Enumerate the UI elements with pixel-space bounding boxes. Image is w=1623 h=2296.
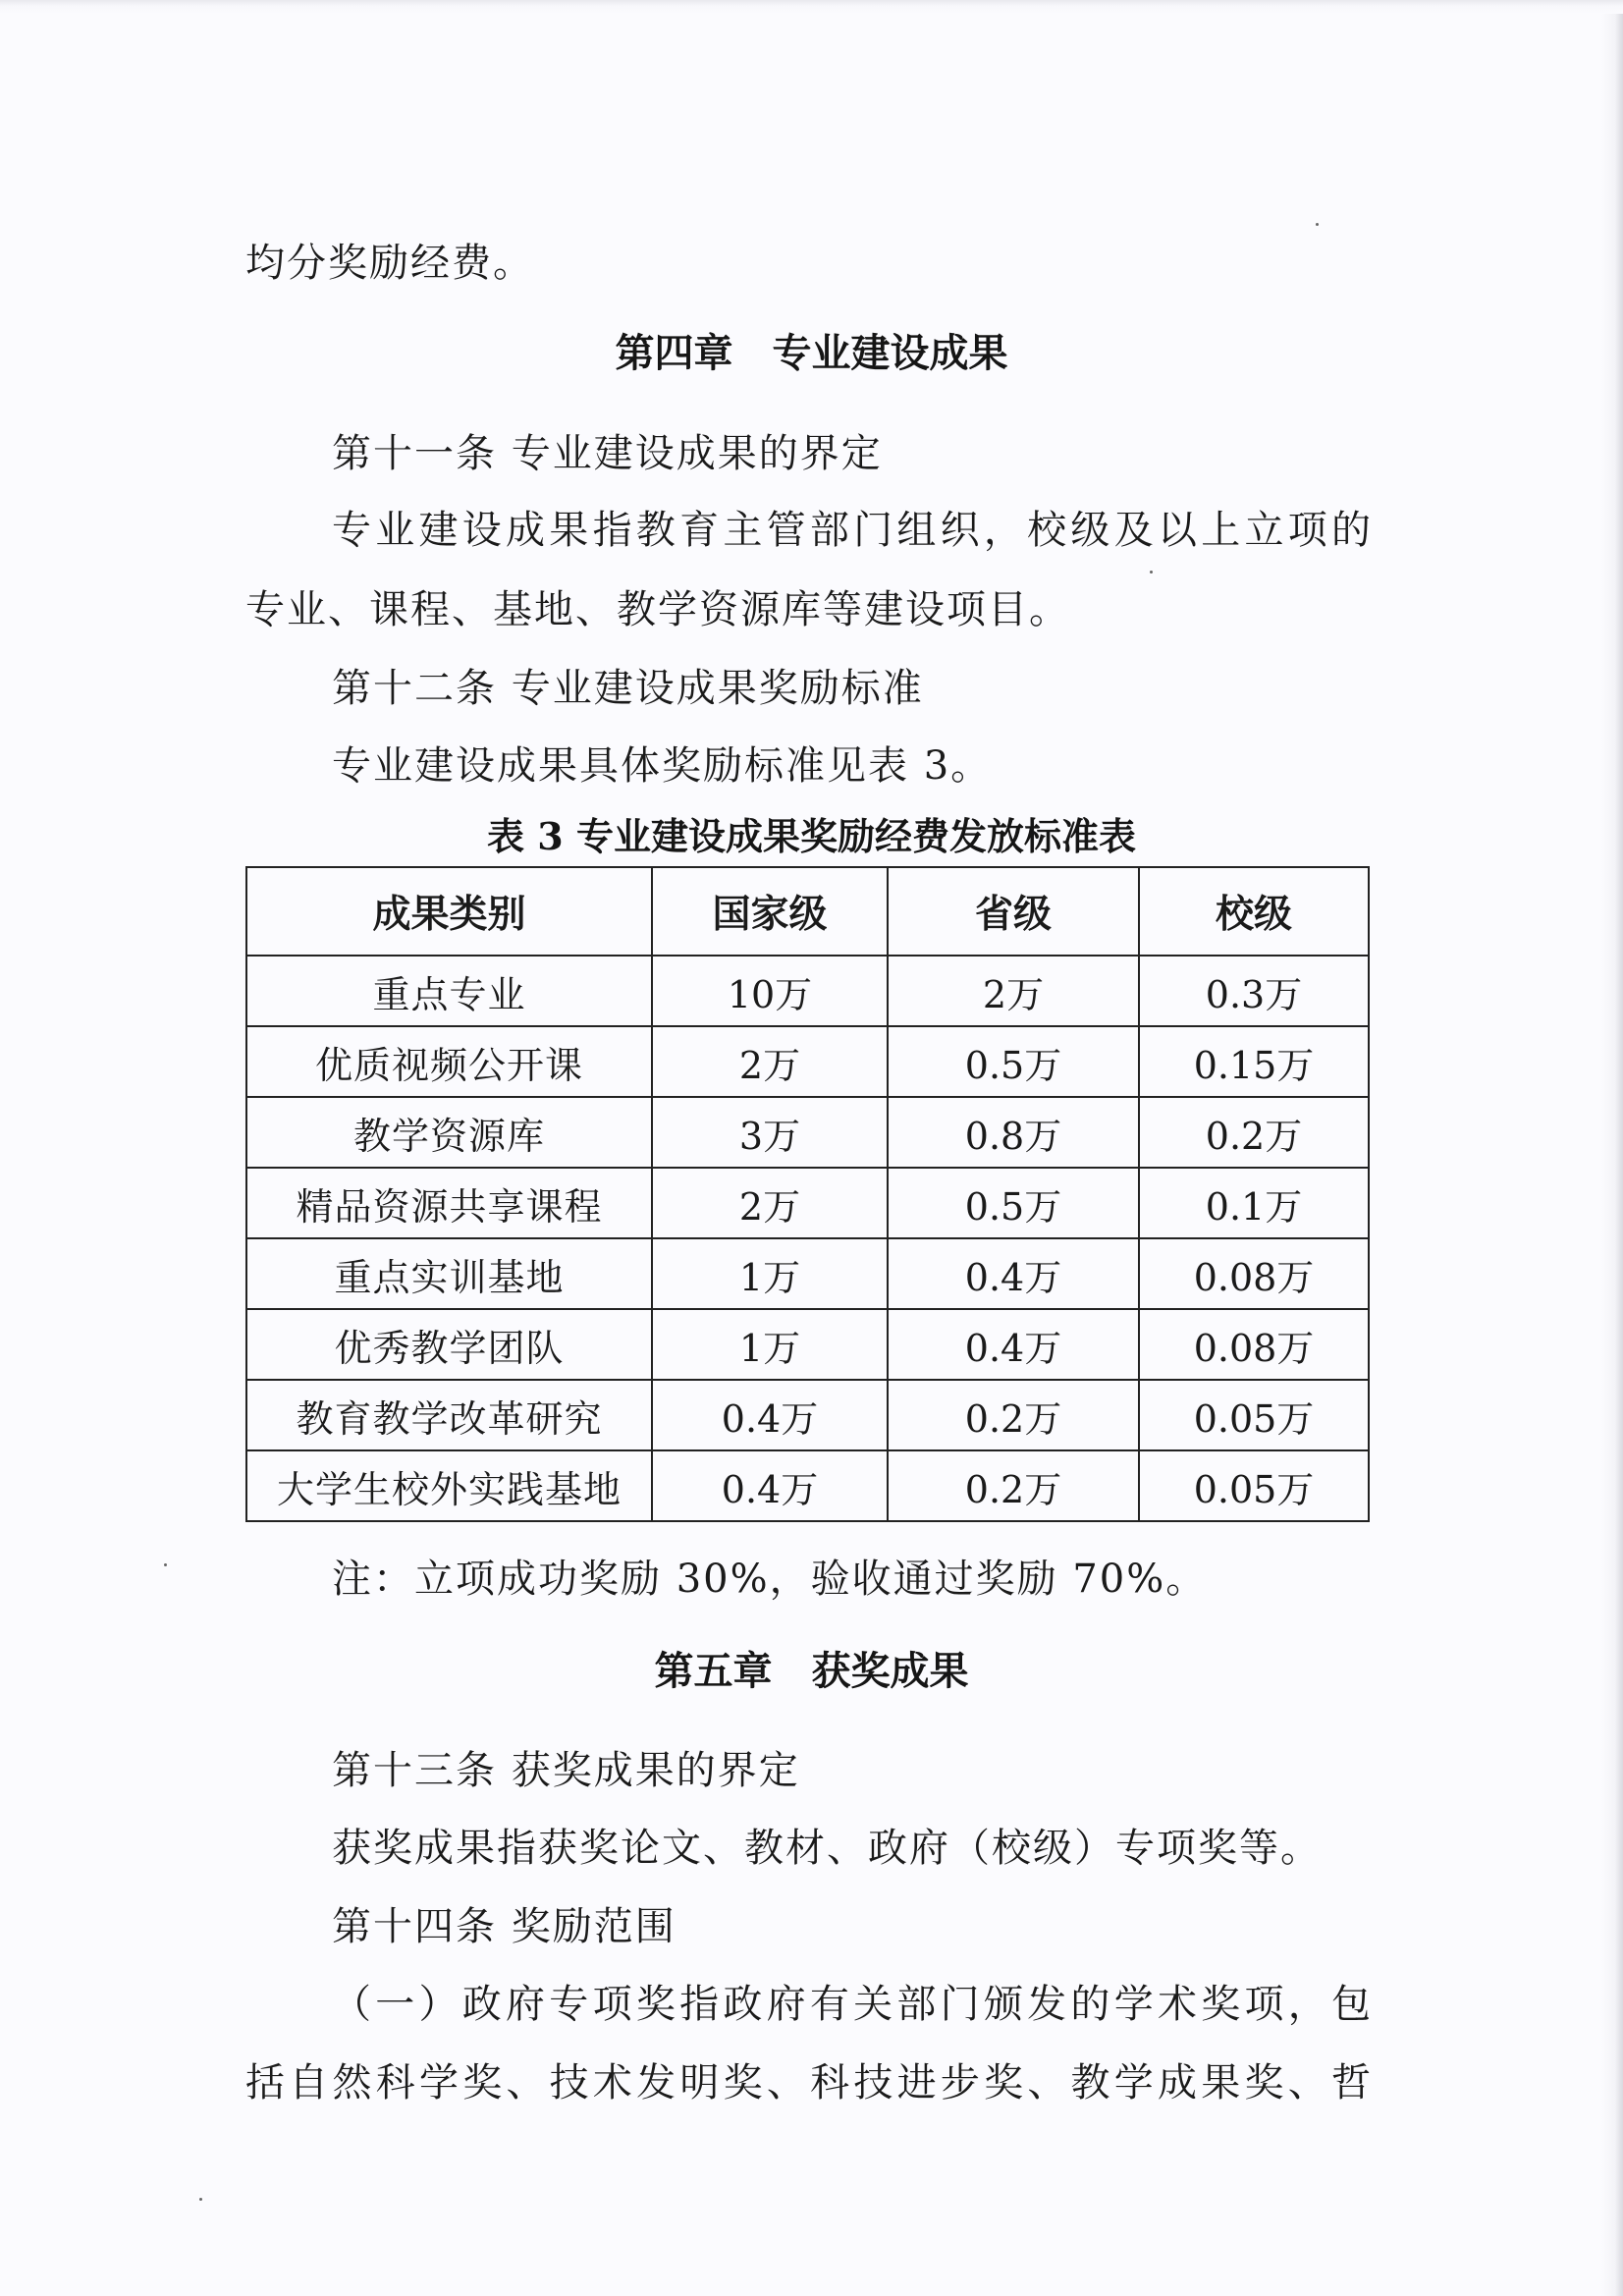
cell-national: 2万 — [652, 1168, 888, 1238]
table-row — [246, 1097, 1369, 1168]
cell-category: 精品资源共享课程 — [246, 1168, 652, 1238]
table-row — [246, 1380, 1369, 1450]
reward-standard-table — [245, 866, 1370, 1522]
scan-speck — [164, 1563, 167, 1566]
cell-national: 1万 — [652, 1309, 888, 1380]
article-11-title: 第十一条 专业建设成果的界定 — [332, 431, 883, 476]
cell-national: 2万 — [652, 1026, 888, 1097]
chapter-5-heading: 第五章 获奖成果 — [654, 1649, 969, 1694]
scan-speck — [199, 2198, 202, 2201]
cell-school: 0.08万 — [1139, 1238, 1369, 1309]
cell-school: 0.3万 — [1139, 956, 1369, 1026]
cell-provincial: 2万 — [888, 956, 1139, 1026]
cell-school: 0.08万 — [1139, 1309, 1369, 1380]
cell-national: 0.4万 — [652, 1380, 888, 1450]
cell-provincial: 0.4万 — [888, 1309, 1139, 1380]
header-category: 成果类别 — [246, 867, 652, 956]
cell-provincial: 0.2万 — [888, 1380, 1139, 1450]
cell-category: 重点专业 — [246, 956, 652, 1026]
chapter-4-heading: 第四章 专业建设成果 — [615, 331, 1008, 376]
table-caption: 表 3 专业建设成果奖励经费发放标准表 — [487, 814, 1136, 858]
header-national: 国家级 — [652, 867, 888, 956]
cell-school: 0.05万 — [1139, 1450, 1369, 1521]
header-provincial: 省级 — [888, 867, 1139, 956]
article-12-title: 第十二条 专业建设成果奖励标准 — [332, 666, 924, 711]
table-row — [246, 1238, 1369, 1309]
article-14-body-line-1: （一）政府专项奖指政府有关部门颁发的学术奖项，包 — [332, 1982, 1371, 2027]
table-header-row — [246, 867, 1369, 956]
cell-category: 重点实训基地 — [246, 1238, 652, 1309]
scan-speck — [1150, 571, 1153, 574]
cell-provincial: 0.5万 — [888, 1168, 1139, 1238]
table-row — [246, 1450, 1369, 1521]
cell-school: 0.05万 — [1139, 1380, 1369, 1450]
cell-provincial: 0.4万 — [888, 1238, 1139, 1309]
header-school: 校级 — [1139, 867, 1369, 956]
cell-national: 10万 — [652, 956, 888, 1026]
article-11-body-line-1: 专业建设成果指教育主管部门组织，校级及以上立项的 — [332, 508, 1371, 553]
article-13-body: 获奖成果指获奖论文、教材、政府（校级）专项奖等。 — [332, 1826, 1322, 1871]
cell-provincial: 0.8万 — [888, 1097, 1139, 1168]
cell-school: 0.2万 — [1139, 1097, 1369, 1168]
article-13-title: 第十三条 获奖成果的界定 — [332, 1748, 800, 1793]
cell-national: 1万 — [652, 1238, 888, 1309]
cell-category: 大学生校外实践基地 — [246, 1450, 652, 1521]
cell-category: 教育教学改革研究 — [246, 1380, 652, 1450]
cell-school: 0.1万 — [1139, 1168, 1369, 1238]
table-row — [246, 956, 1369, 1026]
table-row — [246, 1026, 1369, 1097]
cell-national: 3万 — [652, 1097, 888, 1168]
cell-category: 优秀教学团队 — [246, 1309, 652, 1380]
article-12-body: 专业建设成果具体奖励标准见表 3。 — [332, 743, 993, 789]
article-14-title: 第十四条 奖励范围 — [332, 1904, 676, 1949]
cell-national: 0.4万 — [652, 1450, 888, 1521]
paragraph-continuation: 均分奖励经费。 — [245, 241, 534, 286]
scan-speck — [1316, 223, 1319, 226]
cell-provincial: 0.5万 — [888, 1026, 1139, 1097]
table-row — [246, 1309, 1369, 1380]
article-14-body-line-2: 括自然科学奖、技术发明奖、科技进步奖、教学成果奖、哲 — [245, 2060, 1371, 2105]
table-note: 注：立项成功奖励 30%，验收通过奖励 70%。 — [332, 1557, 1208, 1602]
article-11-body-line-2: 专业、课程、基地、教学资源库等建设项目。 — [245, 587, 1070, 632]
cell-category: 优质视频公开课 — [246, 1026, 652, 1097]
cell-provincial: 0.2万 — [888, 1450, 1139, 1521]
cell-school: 0.15万 — [1139, 1026, 1369, 1097]
table-row — [246, 1168, 1369, 1238]
cell-category: 教学资源库 — [246, 1097, 652, 1168]
